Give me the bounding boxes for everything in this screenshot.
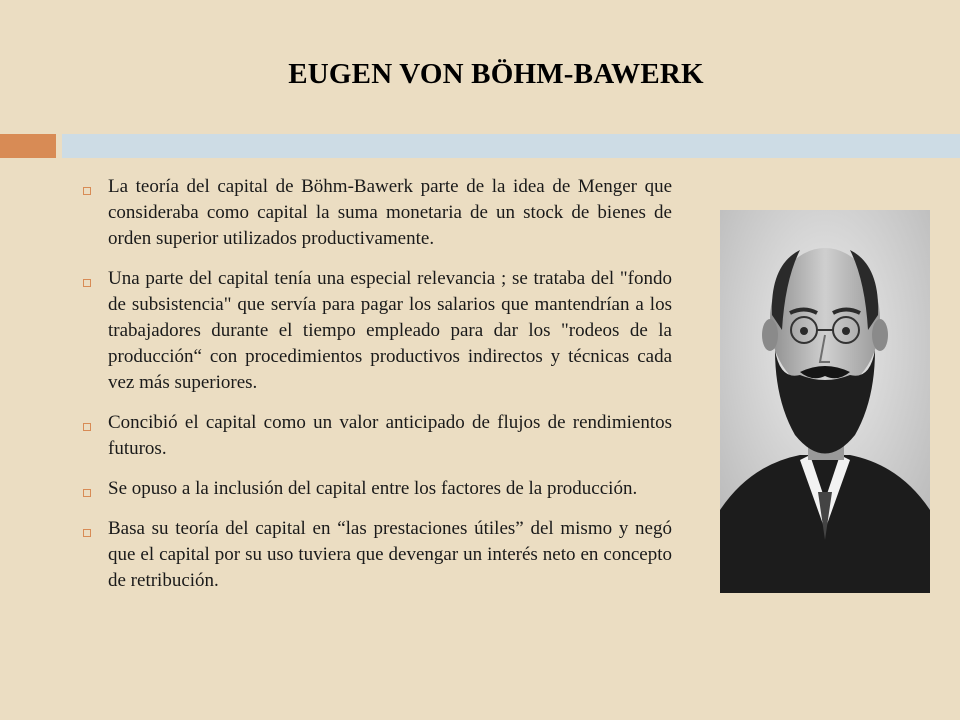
bullet-item <box>78 516 672 594</box>
square-bullet-icon <box>78 410 108 430</box>
bullet-item <box>78 476 672 502</box>
bullet-text: Se opuso a la inclusión del capital entre los factores de la producción. <box>108 478 638 499</box>
bullet-list <box>78 174 672 608</box>
square-bullet-icon <box>78 266 108 286</box>
bullet-text: Una parte del capital tenía una especial relevancia ; se trataba del "fondo de subsistencia" que servía para pagar los salarios que mantendrían a los trabajadores durante el tiempo empleado para dar los "rodeos de la producción“ con procedimientos productivos indirectos y técnicas cada vez más superiores. <box>108 268 672 393</box>
bullet-text: Basa su teoría del capital en “las prestaciones útiles” del mismo y negó que el capital por su uso tuviera que devengar un interés neto en concepto de retribución. <box>108 518 672 591</box>
portrait-photo <box>720 210 930 593</box>
header-bar <box>62 134 960 158</box>
square-bullet-icon <box>78 516 108 536</box>
slide-title: EUGEN VON BÖHM-BAWERK <box>288 58 704 90</box>
accent-bar <box>0 134 56 158</box>
bullet-item <box>78 266 672 396</box>
bullet-item <box>78 410 672 462</box>
square-bullet-icon <box>78 476 108 496</box>
bullet-text: Concibió el capital como un valor anticipado de flujos de rendimientos futuros. <box>108 412 672 459</box>
square-bullet-icon <box>78 174 108 194</box>
bullet-item <box>78 174 672 252</box>
bullet-text: La teoría del capital de Böhm-Bawerk parte de la idea de Menger que consideraba como capital la suma monetaria de un stock de bienes de orden superior utilizados productivamente. <box>108 176 672 249</box>
portrait-illustration <box>720 210 930 593</box>
